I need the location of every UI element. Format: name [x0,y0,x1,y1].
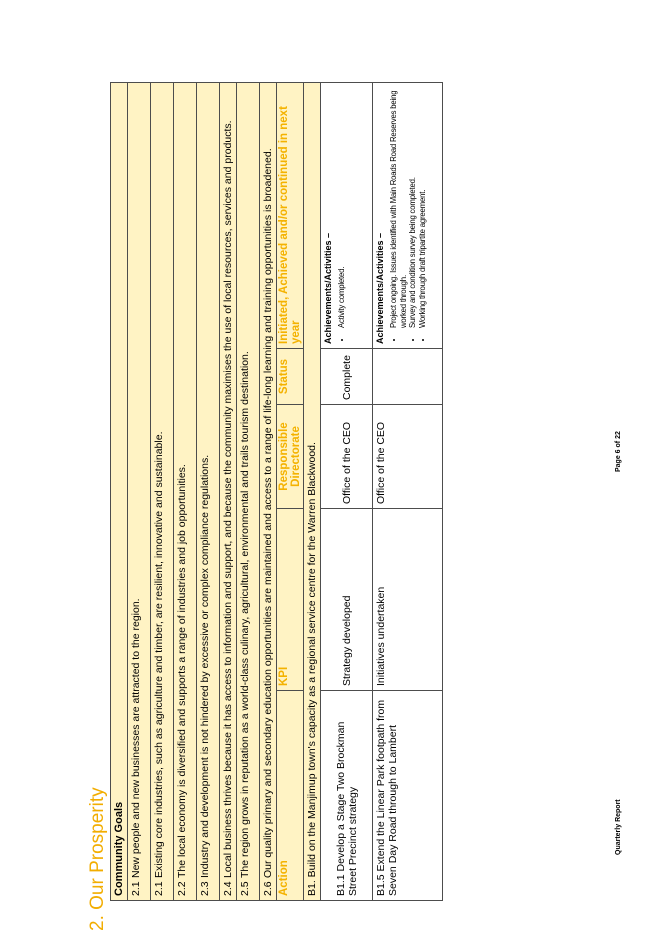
goal-number: 2.4 [222,881,234,896]
list-item: • Working through draft tripartite agreement. [418,87,428,330]
status-cell: Complete [321,349,373,405]
header-notes: Initiated, Achieved and/or continued in next year [277,83,304,349]
goal-text: The region grows in reputation as a world-class culinary, agricultural, environmental and trails tourism destination. [239,351,251,878]
status-cell [373,349,443,405]
footer-report-title: Quarterly Report [615,799,622,855]
header-status: Status [277,349,304,405]
kpi-cell: Strategy developed [321,509,373,691]
table-row [321,83,373,901]
notes-cell [373,83,443,349]
goal-row [220,83,237,901]
header-kpi: KPI [277,509,304,691]
community-goals-heading-row [111,83,128,901]
goal-row [128,83,151,901]
landscape-page [85,0,545,941]
table-row [373,83,443,901]
goal-number: 2.2 [176,881,188,896]
goal-number: 2.1 [153,881,165,896]
goal-text: The local economy is diversified and supports a range of industries and job opportunities. [176,464,188,878]
goal-number: 2.5 [239,881,251,896]
column-header-row [277,83,304,901]
goal-number: 2.3 [199,881,211,896]
goal-row [174,83,197,901]
directorate-cell: Office of the CEO [373,405,443,509]
footer-page-number: Page 6 of 22 [615,431,622,472]
directorate-cell: Office of the CEO [321,405,373,509]
notes-cell [321,83,373,349]
achievements-heading: Achievements/Activities – [375,232,385,344]
goal-row [197,83,220,901]
goal-number: 2.6 [262,881,274,896]
section-title: 2. Our Prosperity [87,787,108,931]
action-cell: B1.1 Develop a Stage Two Brockman Street Precinct strategy [321,691,373,901]
goal-text: Existing core industries, such as agriculture and timber, are resilient, innovative and sustainable. [153,431,165,878]
header-action: Action [277,691,304,901]
community-goals-heading: Community Goals [111,83,128,901]
goal-row [151,83,174,901]
goal-text: Industry and development is not hindered by excessive or complex compliance regulations. [199,454,211,878]
group-row [304,83,321,901]
goal-number: 2.1 [130,881,142,896]
list-item: • Survey and condition survey being completed. [408,87,418,330]
group-heading: B1. Build on the Manjimup town's capacity as a regional service centre for the Warren Blackwood. [304,83,321,901]
prosperity-table [110,82,443,901]
goal-text: New people and new businesses are attracted to the region. [130,598,142,878]
goal-row [237,83,260,901]
action-cell: B1.5 Extend the Linear Park footpath from Seven Day Road through to Lambert [373,691,443,901]
achievements-heading: Achievements/Activities – [323,232,333,344]
goal-text: Our quality primary and secondary education opportunities are maintained and access to a range of life-long learning and training opportunities is broadened. [262,148,274,878]
kpi-cell: Initiatives undertaken [373,509,443,691]
header-directorate: Responsible Directorate [277,405,304,509]
goal-text: Local business thrives because it has access to information and support, and because the community maximises the use of local resources, services and products. [222,120,234,878]
list-item: • Activity completed. [337,87,347,330]
goal-row [260,83,277,901]
list-item: • Project ongoing. Issues identified with Main Roads Road Reserves being worked through. [389,87,408,330]
